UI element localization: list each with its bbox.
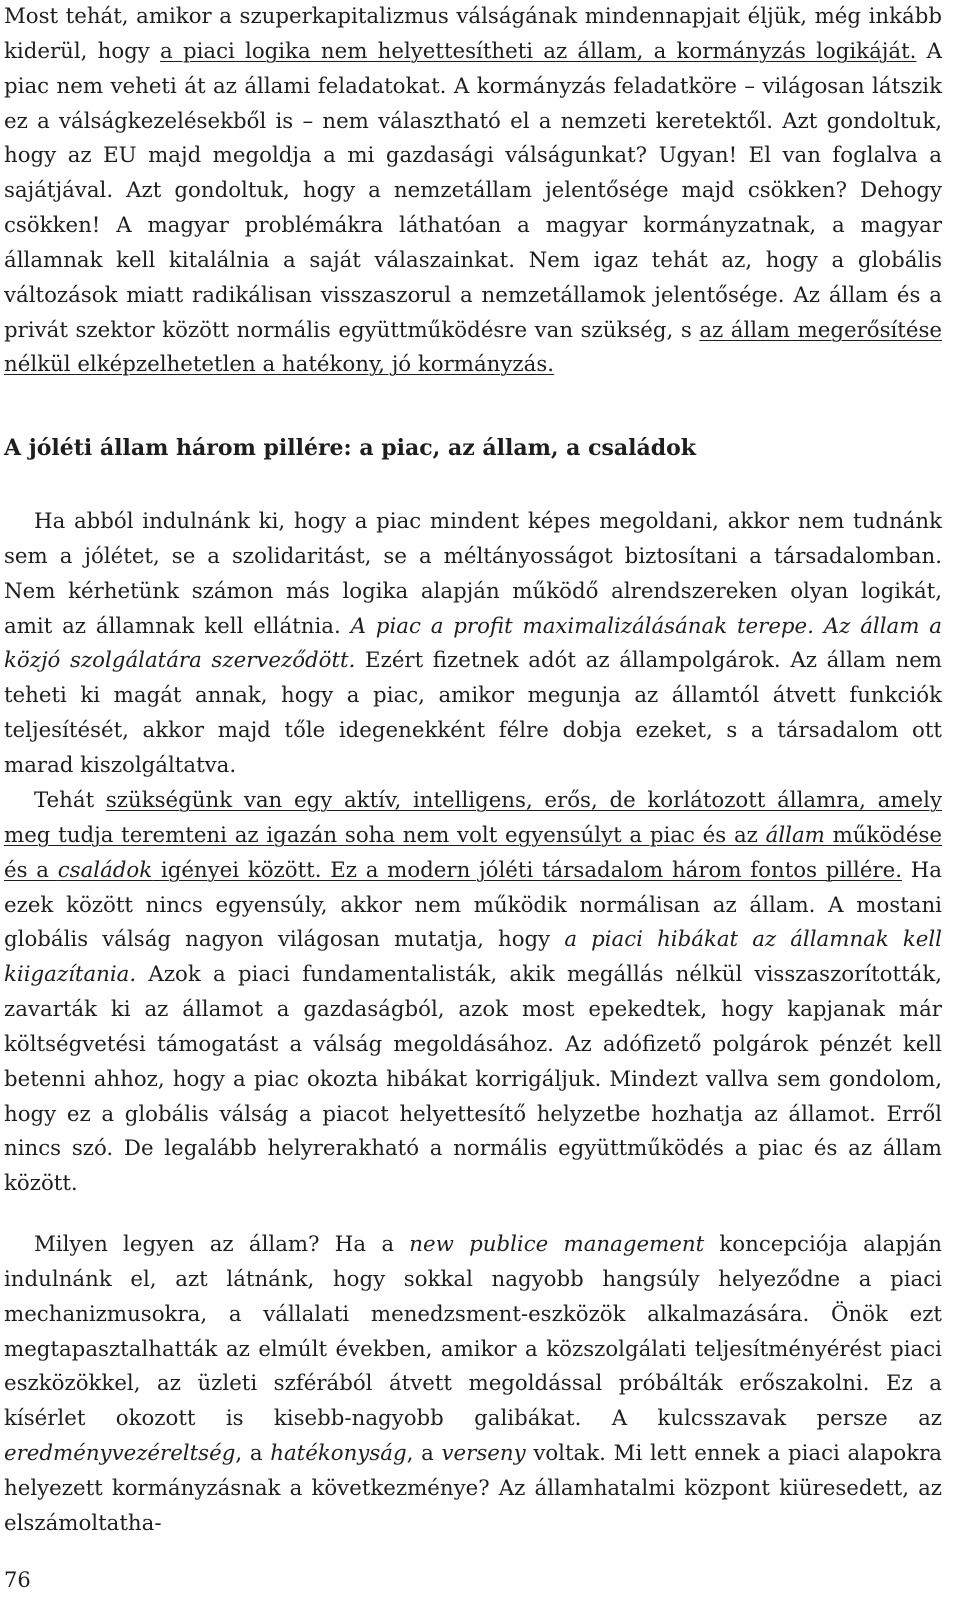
paragraph-3 <box>4 784 942 1202</box>
paragraph-2-text-b: Ezért fizetnek adót az állampolgárok. Az állam nem teheti ki magát annak, hogy a piac, amikor megunja az államtól átvett funkciók teljesítését, akkor majd tőle idegenekként félre dobja ezeket, s a társadalom ott marad kiszolgáltatva. <box>4 648 942 778</box>
paragraph-4-text-a: Milyen legyen az állam? Ha a <box>34 1232 410 1257</box>
paragraph-4-text-b: koncepciója alapján indulnánk el, azt látnánk, hogy sokkal nagyobb hangsúly helyeződne a piaci mechanizmusokra, a vállalati menedzsment-eszközök alkalmazására. Önök ezt megtapasztalhatták az elmúlt években, amikor a közszolgálati teljesítményérést piaci eszközökkel, az üzleti szférából átvett megoldással próbálták erőszakolni. Ez a kísérlet okozott is kisebb-nagyobb galibákat. A kulcsszavak persze az <box>4 1232 942 1432</box>
paragraph-3-underlined-a: szükségünk van egy aktív, intelligens, erős, de korlátozott államra, amely meg tudja teremteni az igazán soha nem volt egyensúlyt a piac és az <box>4 788 942 848</box>
paragraph-4-italic-b: eredményvezéreltség <box>4 1441 236 1467</box>
paragraph-2 <box>4 505 942 784</box>
paragraph-3-underlined-c: igényei között. Ez a modern jóléti társadalom három fontos pillére. <box>152 857 902 883</box>
paragraph-4-text-d: , a <box>406 1441 442 1467</box>
paragraph-4 <box>4 1228 942 1542</box>
paragraph-4-text-c: , a <box>235 1441 271 1467</box>
paragraph-3-text-b: Ha ezek között nincs egyensúly, akkor nem működik normálisan az állam. A mostani globális válság nagyon világosan mutatja, hogy <box>4 857 942 953</box>
section-heading: A jóléti állam három pillére: a piac, az állam, a családok <box>4 435 697 461</box>
page-number: 76 <box>4 1568 31 1592</box>
paragraph-3-underlined-italic-b: családok <box>57 857 153 883</box>
paragraph-4-italic-d: verseny <box>441 1441 526 1467</box>
paragraph-1-underlined-b: az állam megerősítése nélkül elképzelhetetlen a hatékony, jó kormányzás. <box>4 317 943 378</box>
paragraph-2-text-a: Ha abból indulnánk ki, hogy a piac mindent képes megoldani, akkor nem tudnánk sem a jólétet, se a szolidaritást, se a méltányosságot biztosítani a társadalomban. Nem kérhetünk számon más logika alapján működő alrendszereken olyan logikát, amit az államnak kell ellátnia. <box>4 509 942 639</box>
paragraph-1-text-a: Most tehát, amikor a szuperkapitalizmus válságának mindennapjait éljük, még inkább kiderül, hogy <box>4 4 942 64</box>
paragraph-3-underlined-b: működése és a <box>4 822 942 883</box>
paragraph-4-text-e: voltak. Mi lett ennek a piaci alapokra helyezett kormányzásnak a következménye? Az államhatalmi központ kiüresedett, az elszámoltatha- <box>4 1441 942 1536</box>
paragraph-2-italic-a: A piac a profit maximalizálásának terepe. Az állam a közjó szolgálatára szerveződött. <box>4 613 942 674</box>
paragraph-3-text-c: Azok a piaci fundamentalisták, akik megállás nélkül visszaszorították, zavarták ki az államot a gazdaságból, azok most epekedtek, hogy kapjanak már költségvetési támogatást a válság megoldásához. Az adófizető polgárok pénzét kell betenni ahhoz, hogy a piac okozta hibákat korrigáljuk. Mindezt vallva sem gondolom, hogy ez a globális válság a piacot helyettesítő helyzetbe hozhatja az államot. Erről nincs szó. De legalább helyrerakható a normális együttműködés a piac és az állam között. <box>4 962 942 1197</box>
paragraph-1 <box>4 0 942 383</box>
paragraph-1-text-b: A piac nem veheti át az állami feladatokat. A kormányzás feladatköre – világosan látszik ez a válságkezelésekből is – nem választható el a nemzeti keretektől. Azt gondoltuk, hogy az EU majd megoldja a mi gazdasági válságunkat? Ugyan! El van foglalva a sajátjával. Azt gondoltuk, hogy a nemzetállam jelentősége majd csökken? Dehogy csökken! A magyar problémákra láthatóan a magyar kormányzatnak, a magyar államnak kell kitalálnia a saját válaszainkat. Nem igaz tehát az, hogy a globális változások miatt radikálisan visszaszorul a nemzetállamok jelentősége. Az állam és a privát szektor között normális együttműködésre van szükség, s <box>4 38 943 343</box>
paragraph-3-text-a: Tehát <box>34 788 106 813</box>
paragraph-3-italic-a: a piaci hibákat az államnak kell kiigazítania. <box>4 927 942 988</box>
paragraph-3-underlined-italic-a: állam <box>765 822 825 848</box>
paragraph-4-italic-c: hatékonyság <box>270 1441 407 1467</box>
paragraph-4-italic-a: new publice management <box>409 1232 705 1257</box>
paragraph-1-underlined-a: a piaci logika nem helyettesítheti az állam, a kormányzás logikáját. <box>160 38 917 64</box>
